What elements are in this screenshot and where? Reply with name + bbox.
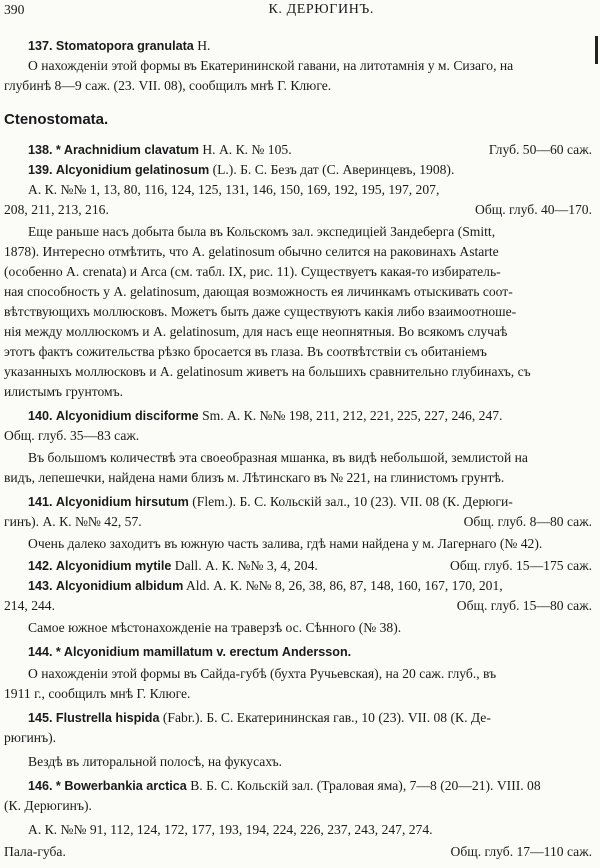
paragraph-line: указанныхъ моллюсковъ и A. gelatinosum живетъ на большихъ сравнительно глубинахъ, съ	[4, 364, 531, 379]
paragraph-line: ная способность у A. gelatinosum, дающая возможность ея личинкамъ отыскивать соот-	[4, 284, 513, 299]
entry-144-title: 144. * Alcyonidium mamillatum v. erectum Andersson.	[28, 645, 352, 659]
entry-143-title: 143. Alcyonidium albidum Ald. А. К. №№ 8, 26, 38, 86, 87, 148, 160, 167, 170, 201,	[28, 578, 503, 593]
depth: Общ. глуб. 8—80 саж.	[463, 514, 592, 529]
depth: Общ. глуб. 15—175 саж.	[450, 558, 592, 573]
paragraph-line: этотъ фактъ сожительства рѣзко бросается въ глаза. Въ соотвѣтствіи съ обитаніемъ	[4, 344, 487, 359]
depth: Общ. глуб. 15—80 саж.	[456, 598, 592, 613]
paragraph-line: 1911 г., сообщилъ мнѣ Г. Клюге.	[4, 686, 191, 701]
paragraph-line: видъ, лепешечки, найдена нами близъ м. Лѣтинскаго въ № 221, на глинистомъ грунтѣ.	[4, 470, 505, 485]
margin-mark	[595, 36, 598, 64]
paragraph-line: Вездѣ въ литоральной полосѣ, на фукусахъ.	[28, 754, 283, 769]
entry-146-title: 146. * Bowerbankia arctica В. Б. С. Кольскій зал. (Траловая яма), 7—8 (20—21). VIII. 08	[28, 778, 541, 793]
entry-146-stations: А. К. №№ 91, 112, 124, 172, 177, 193, 194, 224, 226, 237, 243, 247, 274.	[28, 822, 433, 837]
page-header	[4, 0, 592, 19]
entry-139-line: 208, 211, 213, 216. Общ. глуб. 40—170.	[4, 202, 592, 217]
paragraph-line: вѣтствующихъ моллюсковъ. Можетъ быть даже существуютъ какія либо взаимоотноше-	[4, 304, 517, 319]
entry-141-line: гинъ). А. К. №№ 42, 57. Общ. глуб. 8—80 саж.	[4, 514, 592, 529]
entry-146-line: Пала-губа. Общ. глуб. 17—110 саж.	[4, 844, 592, 859]
entry-143-line: 214, 244. Общ. глуб. 15—80 саж.	[4, 598, 592, 613]
paragraph-line: нія между моллюскомъ и A. gelatinosum, для насъ еще неопнятныя. Во всякомъ случаѣ	[4, 324, 508, 339]
entry-140-title: 140. Alcyonidium disciforme Sm. А. К. №№ 198, 211, 212, 221, 225, 227, 246, 247.	[28, 408, 503, 423]
entry-142: 142. Alcyonidium mytile Dall. А. К. №№ 3, 4, 204. Общ. глуб. 15—175 саж.	[28, 558, 592, 573]
entry-141-title: 141. Alcyonidium hirsutum (Flem.). Б. С. Кольскій зал., 10 (23). VII. 08 (К. Дерюги-	[28, 494, 513, 509]
paragraph-line: Въ большомъ количествѣ эта своеобразная мшанка, въ видѣ небольшой, землистой на	[28, 450, 528, 465]
paragraph-line: (особенно A. crenata) и Arca (см. табл. IX, рис. 11). Существуетъ какая-то избиратель-	[4, 264, 501, 279]
depth: Общ. глуб. 35—83 саж.	[4, 428, 140, 443]
paragraph-line: 1878). Интересно отмѣтить, что A. gelatinosum обычно селится на раковинахъ Astarte	[4, 244, 499, 259]
paragraph-line: О нахожденіи этой формы въ Сайда-губѣ (бухта Ручьевская), на 20 саж. глуб., въ	[28, 666, 497, 681]
depth: Общ. глуб. 17—110 саж.	[450, 844, 592, 859]
paragraph-line: Самое южное мѣстонахожденіе на траверзѣ ос. Сѣнного (№ 38).	[28, 620, 402, 635]
paragraph-line: Еще раньше насъ добыта была въ Кольскомъ зал. экспедиціей Зандеберга (Smitt,	[28, 224, 496, 239]
depth: Общ. глуб. 40—170.	[475, 202, 592, 217]
entry-139-title: 139. Alcyonidium gelatinosum (L.). Б. С. Безъ дат (С. Аверинцевъ, 1908).	[28, 162, 455, 177]
entry-137-title: 137. Stomatopora granulata H.	[28, 38, 211, 53]
paragraph-line: рюгинъ).	[4, 730, 57, 745]
entry-137-line: О нахожденіи этой формы въ Екатерининской гавани, на литотамнія у м. Сизаго, на	[28, 58, 514, 73]
entry-139-stations: А. К. №№ 1, 13, 80, 116, 124, 125, 131, 146, 150, 169, 192, 195, 197, 207,	[28, 182, 440, 197]
entry-145-title: 145. Flustrella hispida (Fabr.). Б. С. Екатерининская гав., 10 (23). VII. 08 (К. Де-	[28, 710, 491, 725]
entry-137-line: глубинѣ 8—9 саж. (23. VII. 08), сообщилъ мнѣ Г. Клюге.	[4, 78, 332, 93]
paragraph-line: илистымъ грунтомъ.	[4, 384, 124, 399]
page-number: 390	[4, 2, 25, 17]
paragraph-line: (К. Дерюгинъ).	[4, 798, 92, 813]
depth: Глуб. 50—60 саж.	[488, 142, 592, 157]
entry-138: 138. * Arachnidium clavatum Н. А. К. № 105. Глуб. 50—60 саж.	[28, 142, 592, 157]
running-title: К. ДЕРЮГИНЪ.	[268, 2, 374, 17]
paragraph-line: Очень далеко заходитъ въ южную часть залива, гдѣ нами найдена у м. Лагернаго (№ 42).	[28, 536, 543, 551]
section-heading: Ctenostomata.	[4, 111, 109, 128]
